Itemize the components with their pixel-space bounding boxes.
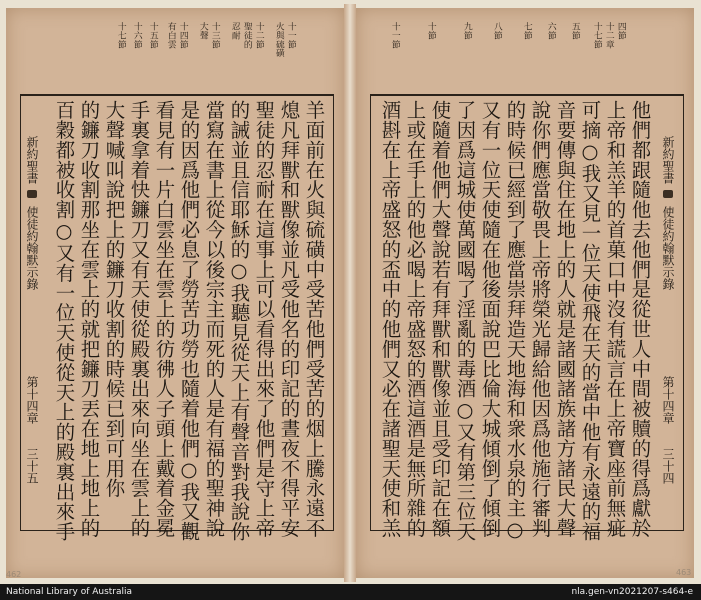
- text-column: 使隨着他們大聲說若有拜獸和獸像並且受印記在額: [428, 100, 452, 538]
- margin-note: 十三節: [209, 22, 220, 49]
- ornament-icon: [27, 190, 37, 198]
- text-column: 聖徒的忍耐在這事上可以看得出來了他們是守上帝: [252, 100, 276, 538]
- text-column: 酒斟在上帝盛怒的盃中的他們又必在諸聖天使和羔: [378, 100, 402, 538]
- margin-note: 十二節: [253, 22, 264, 49]
- text-column: 熄凡拜獸和獸像並凡受他名的印記的晝夜不得平安: [277, 100, 301, 538]
- margin-note: 十二章: [603, 22, 614, 49]
- text-column: 的時候已經到了應當崇拜造天地海和衆水泉的主○: [503, 100, 527, 542]
- chapter-number: 第十四章: [25, 376, 39, 424]
- text-column: 大聲喊叫說把上的鐮刀收割的時候已到可用你: [102, 100, 126, 498]
- text-column: 說你們應當敬畏上帝將榮光歸給他因爲他施行審判: [528, 100, 552, 538]
- text-column: 上或在手上的他必喝上帝盛怒的酒這酒是無所雜的: [403, 100, 427, 538]
- margin-note: 九節: [461, 22, 472, 40]
- margin-note: 十節: [425, 22, 436, 40]
- right-page-notes: [380, 22, 630, 84]
- chapter-number: 第十四章: [661, 376, 675, 424]
- text-column: 的鐮刀收割那坐在雲上的就把鐮刀丟在地上地上的: [77, 100, 101, 538]
- margin-note: 五節: [569, 22, 580, 40]
- top-rule: [20, 94, 334, 96]
- book-title: 新約聖書: [25, 136, 39, 184]
- book-gutter: [344, 4, 356, 582]
- margin-note: 六節: [545, 22, 556, 40]
- margin-note: 十七節: [591, 22, 602, 49]
- text-column: 手裏拿着快鐮刀又有天使從殿裏出來向坐在雲上的: [127, 100, 151, 538]
- margin-note: 忍耐: [229, 22, 240, 40]
- text-column: 是的因爲他們必息了勞苦功勞也隨着他們○我又觀: [177, 100, 201, 542]
- text-column: 上帝和羔羊的首菓口中沒有謊言在上帝寶座前無疵: [603, 100, 627, 538]
- library-name: National Library of Australia: [6, 587, 133, 597]
- margin-note: 四節: [615, 22, 626, 40]
- text-column: 看見有一片白雲坐在雲上的彷彿人子頭上戴着金冕: [152, 100, 176, 538]
- margin-note: 十四節: [177, 22, 188, 49]
- text-column: 當寫在書上從今以後宗主而死的人是有福的聖神說: [202, 100, 226, 538]
- text-column: 了因爲這城使萬國喝了淫亂的毒酒○又有第三位天: [453, 100, 477, 542]
- right-page: [356, 8, 694, 578]
- margin-note: 十一節: [285, 22, 296, 49]
- footer-bar: [0, 584, 701, 600]
- top-rule: [370, 94, 684, 96]
- frame-rule-right: [333, 94, 334, 530]
- ornament-icon: [663, 190, 673, 198]
- margin-note: 十一節: [389, 22, 400, 49]
- margin-note: 十五節: [147, 22, 158, 49]
- text-column: 他們都跟隨他去他們是從世人中間被贖的得爲獻於: [628, 100, 652, 538]
- margin-note: 火與硫磺: [273, 22, 284, 58]
- margin-note: 聖徒的: [241, 22, 252, 49]
- frame-rule-right: [683, 94, 684, 530]
- pencil-mark-left: 462: [6, 570, 22, 579]
- margin-note: 八節: [491, 22, 502, 40]
- page-number: 三十五: [25, 448, 39, 484]
- left-page-notes: [114, 22, 300, 84]
- margin-note: 七節: [521, 22, 532, 40]
- book-title: 新約聖書: [661, 136, 675, 184]
- frame-rule-left: [20, 94, 21, 530]
- margin-note: 十七節: [115, 22, 126, 49]
- text-column: 羊面前在火與硫磺中受苦他們受苦的烟上騰永遠不: [302, 100, 326, 538]
- left-page: [6, 8, 344, 578]
- page-number: 三十四: [661, 448, 675, 484]
- margin-note: 有白雲: [165, 22, 176, 49]
- margin-note: 大聲: [197, 22, 208, 40]
- pencil-mark-right: 463: [676, 568, 692, 577]
- text-column: 又有一位天使隨在他後面說巴比倫大城傾倒了傾倒: [478, 100, 502, 538]
- text-column: 音要傳與住在地上的人就是諸國諸族諸方諸民大聲: [553, 100, 577, 538]
- text-column: 可摘○我又見一位天使飛在天的當中他有永遠的福: [578, 100, 602, 542]
- text-column: 的誡並且信耶穌的○我聽見從天上有聲音對我說你: [227, 100, 251, 542]
- frame-rule-left: [370, 94, 371, 530]
- chapter-heading: 使徒約翰默示錄: [25, 206, 39, 290]
- margin-note: 十六節: [131, 22, 142, 49]
- item-identifier: nla.gen-vn2021207-s464-e: [571, 587, 693, 597]
- chapter-heading: 使徒約翰默示錄: [661, 206, 675, 290]
- text-column: 百穀都被收割○又有一位天使從天上的殿裏出來手: [52, 100, 76, 542]
